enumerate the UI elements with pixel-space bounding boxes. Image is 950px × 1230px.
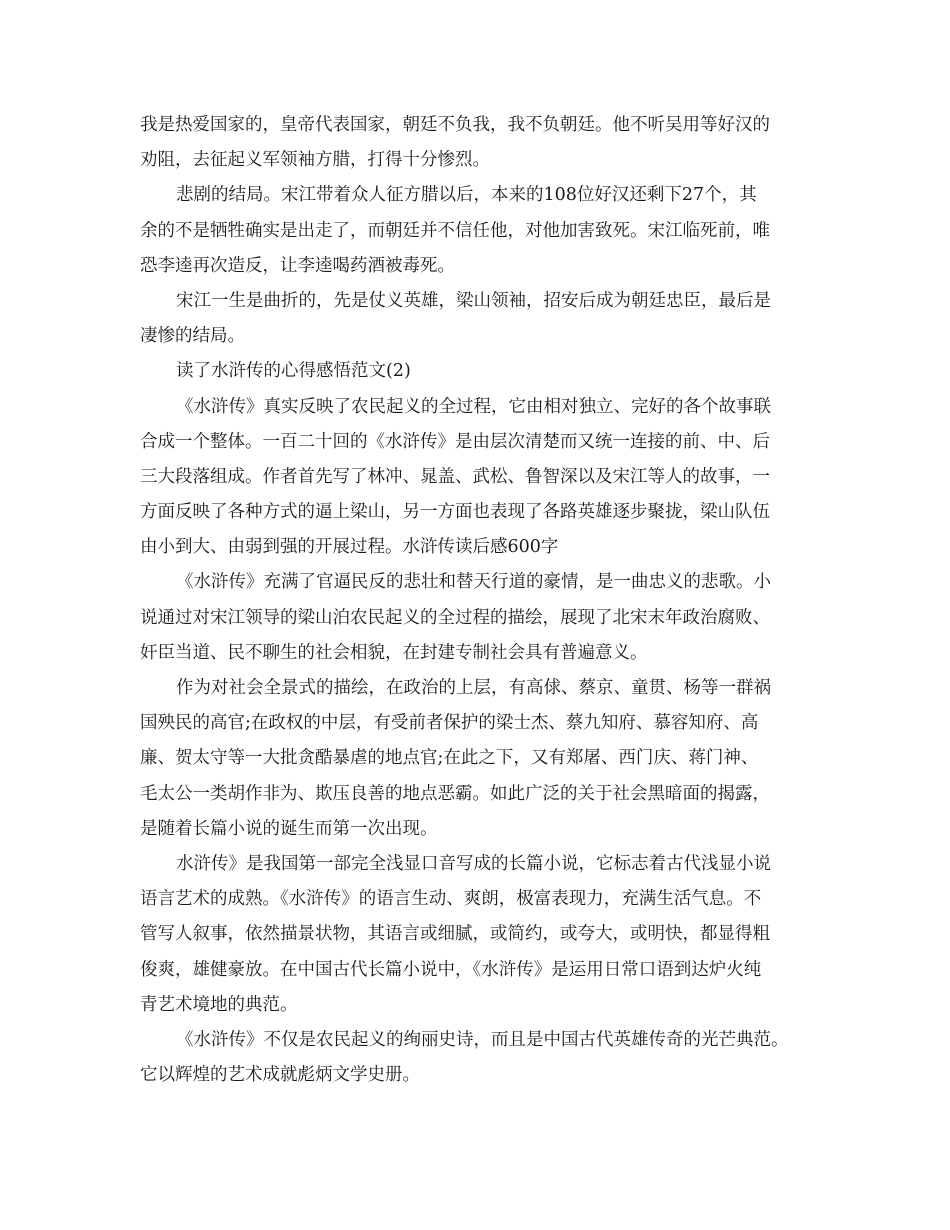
text-line: 是随着长篇小说的诞生而第一次出现。 [140, 818, 438, 839]
text-line: 由小到大、由弱到强的开展过程。水浒传读后感600字 [140, 537, 559, 558]
text-line: 语言艺术的成熟。《水浒传》的语言生动、爽朗，极富表现力，充满生活气息。不 [140, 889, 762, 910]
text-line: 悲剧的结局。宋江带着众人征方腊以后，本来的108位好汉还剩下27个，其 [176, 185, 757, 206]
text-line: 国殃民的高官;在政权的中层，有受前者保护的梁士杰、蔡九知府、慕容知府、高 [140, 713, 759, 734]
text-line: 青艺术境地的典范。 [140, 994, 298, 1015]
text-line: 作为对社会全景式的描绘，在政治的上层，有高俅、蔡京、童贯、杨等一群祸 [176, 678, 771, 698]
text-line: 奸臣当道、民不聊生的社会相貌，在封建专制社会具有普遍意义。 [140, 642, 648, 663]
text-line: 毛太公一类胡作非为、欺压良善的地点恶霸。如此广泛的关于社会黑暗面的揭露， [140, 783, 770, 804]
text-line: 方面反映了各种方式的逼上梁山，另一方面也表现了各路英雄逐步聚拢，梁山队伍 [140, 502, 770, 523]
text-line: 《水浒传》充满了官逼民反的悲壮和替天行道的豪情，是一曲忠义的悲歌。小 [176, 572, 771, 593]
text-line: 劝阻，去征起义军领袖方腊，打得十分惨烈。 [140, 150, 490, 171]
text-line: 余的不是牺牲确实是出走了，而朝廷并不信任他，对他加害致死。宋江临死前，唯 [140, 220, 770, 241]
text-line: 《水浒传》真实反映了农民起义的全过程，它由相对独立、完好的各个故事联 [176, 396, 771, 417]
text-line: 合成一个整体。一百二十回的《水浒传》是由层次清楚而又统一连接的前、中、后 [140, 431, 770, 452]
section-heading: 读了水浒传的心得感悟范文(2) [176, 361, 411, 382]
text-line: 廉、贺太守等一大批贪酷暴虐的地点官;在此之下，又有郑屠、西门庆、蒋门神、 [140, 748, 759, 769]
document-body [140, 108, 815, 1093]
text-line: 恐李逵再次造反，让李逵喝药酒被毒死。 [140, 255, 455, 276]
text-line: 《水浒传》不仅是农民起义的绚丽史诗，而且是中国古代英雄传奇的光芒典范。 [176, 1029, 789, 1050]
text-line: 三大段落组成。作者首先写了林冲、晁盖、武松、鲁智深以及宋江等人的故事，一 [140, 466, 770, 487]
text-line: 水浒传》是我国第一部完全浅显口音写成的长篇小说，它标志着古代浅显小说 [176, 853, 771, 874]
text-line: 凄惨的结局。 [140, 326, 245, 347]
text-line: 俊爽，雄健豪放。在中国古代长篇小说中，《水浒传》是运用日常口语到达炉火纯 [140, 959, 762, 980]
text-line: 管写人叙事，依然描景状物，其语言或细腻，或简约，或夸大，或明快，都显得粗 [140, 924, 770, 945]
text-line: 说通过对宋江领导的梁山泊农民起义的全过程的描绘，展现了北宋末年政治腐败、 [140, 607, 770, 628]
text-line: 宋江一生是曲折的，先是仗义英雄，梁山领袖，招安后成为朝廷忠臣，最后是 [176, 290, 771, 311]
text-line: 它以辉煌的艺术成就彪炳文学史册。 [140, 1065, 420, 1086]
text-line: 我是热爱国家的，皇帝代表国家，朝廷不负我，我不负朝廷。他不听吴用等好汉的 [140, 115, 770, 135]
